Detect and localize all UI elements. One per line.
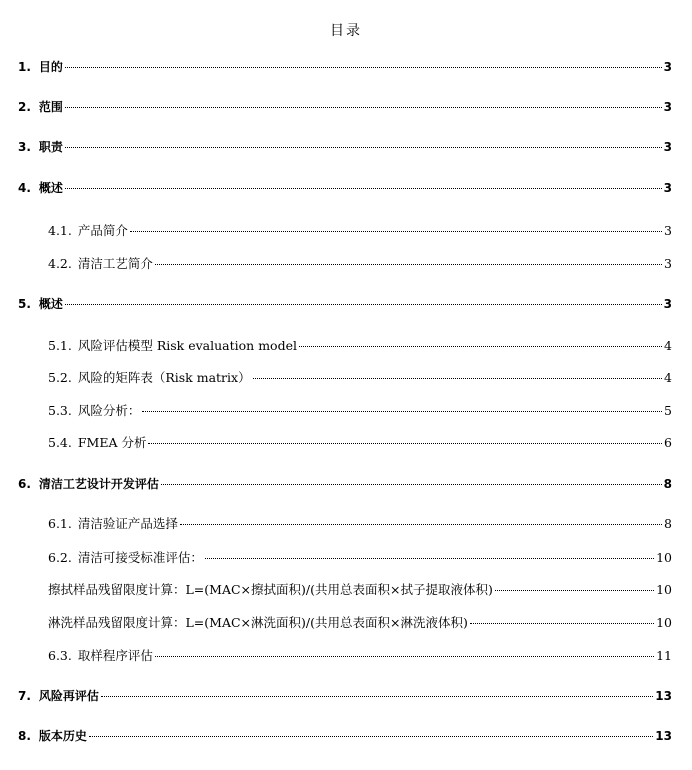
toc-dot-leader	[205, 557, 654, 559]
toc-entry-page: 3	[663, 297, 672, 311]
toc-entry-text: 产品简介	[77, 223, 128, 238]
toc-entry-text: 概述	[38, 181, 63, 195]
toc-entry-text: 风险分析：	[77, 403, 141, 418]
toc-entry-number: 1.	[18, 60, 31, 74]
toc-dot-leader	[142, 410, 662, 412]
toc-entry[interactable]	[48, 368, 672, 386]
toc-entry-page: 8	[664, 516, 672, 531]
toc-entry[interactable]	[48, 221, 672, 239]
toc-entry-number: 5.2.	[48, 370, 72, 385]
toc-entry-text: 概述	[38, 297, 63, 311]
toc-entry-text: 职责	[38, 140, 63, 154]
toc-dot-leader	[65, 146, 662, 148]
toc-dot-leader	[470, 622, 654, 624]
toc-entry[interactable]	[48, 254, 672, 272]
toc-entry-page: 5	[664, 403, 672, 418]
toc-entry[interactable]	[18, 179, 672, 196]
toc-entry-label	[48, 646, 153, 664]
toc-entry-number: 4.2.	[48, 256, 72, 271]
toc-dot-leader	[65, 106, 662, 108]
toc-entry-number: 8.	[18, 729, 31, 743]
toc-entry-page: 3	[663, 100, 672, 114]
toc-entry-label	[48, 548, 203, 566]
toc-entry[interactable]	[48, 433, 672, 451]
toc-entry-page: 3	[663, 181, 672, 195]
toc-entry-text: 风险再评估	[38, 689, 99, 703]
toc-entry-number: 2.	[18, 100, 31, 114]
toc-entry-label	[18, 295, 63, 312]
toc-entry-text: 取样程序评估	[77, 648, 153, 663]
toc-entry-label	[18, 475, 159, 492]
toc-entry-label	[48, 336, 297, 354]
toc-entry-label	[18, 58, 63, 75]
toc-dot-leader	[253, 377, 662, 379]
toc-dot-leader	[65, 303, 662, 305]
toc-entry[interactable]	[48, 548, 672, 566]
toc-entry-label	[48, 221, 128, 239]
toc-entry[interactable]	[48, 613, 672, 631]
toc-entry-text: 范围	[38, 100, 63, 114]
toc-dot-leader	[148, 442, 662, 444]
toc-entry-label	[48, 254, 153, 272]
toc-entry-label	[48, 368, 251, 386]
toc-entry-text: 擦拭样品残留限度计算：L=(MAC×擦拭面积)/(共用总表面积×拭子提取液体积)	[48, 582, 493, 597]
toc-entry-page: 11	[656, 648, 672, 663]
toc-dot-leader	[130, 230, 662, 232]
toc-entry-label	[18, 179, 63, 196]
toc-entry-number: 6.1.	[48, 516, 72, 531]
toc-entry[interactable]	[18, 475, 672, 492]
toc-dot-leader	[180, 523, 662, 525]
toc-entry-page: 13	[655, 689, 672, 703]
toc-entry-page: 4	[664, 370, 672, 385]
toc-entry-text: 风险评估模型 Risk evaluation model	[77, 338, 297, 353]
toc-entry-page: 10	[656, 550, 672, 565]
toc-dot-leader	[65, 66, 662, 68]
toc-entry-label	[18, 98, 63, 115]
toc-entry[interactable]	[18, 687, 672, 704]
toc-entry-text: 清洁可接受标准评估：	[77, 550, 203, 565]
toc-dot-leader	[155, 655, 654, 657]
toc-entry-label	[18, 687, 99, 704]
toc-entry-page: 13	[655, 729, 672, 743]
toc-dot-leader	[299, 345, 662, 347]
toc-entry-number: 5.3.	[48, 403, 72, 418]
toc-entry-page: 3	[664, 223, 672, 238]
toc-entry-label	[48, 433, 146, 451]
toc-dot-leader	[495, 589, 654, 591]
toc-title: 目录	[330, 23, 362, 39]
toc-entry-page: 6	[664, 435, 672, 450]
toc-entry[interactable]	[48, 580, 672, 598]
toc-entry-number: 5.1.	[48, 338, 72, 353]
toc-entry[interactable]	[18, 727, 672, 744]
toc-entry-number: 6.	[18, 477, 31, 491]
toc-entry-page: 8	[663, 477, 672, 491]
toc-entry-page: 3	[663, 140, 672, 154]
toc-entry-text: 清洁工艺设计开发评估	[38, 477, 159, 491]
toc-entry-page: 10	[656, 582, 672, 597]
toc-dot-leader	[65, 187, 662, 189]
toc-entry-label	[18, 138, 63, 155]
toc-entry[interactable]	[48, 401, 672, 419]
toc-entry-number: 3.	[18, 140, 31, 154]
toc-entry-label	[48, 514, 178, 532]
toc-entry[interactable]	[48, 336, 672, 354]
toc-entry-page: 4	[664, 338, 672, 353]
toc-entry-number: 5.	[18, 297, 31, 311]
toc-dot-leader	[161, 483, 662, 485]
toc-entry-label	[48, 580, 493, 598]
toc-entry-label	[48, 613, 468, 631]
toc-entry[interactable]	[18, 138, 672, 155]
toc-entry-text: 版本历史	[38, 729, 87, 743]
toc-entry-text: FMEA 分析	[77, 435, 147, 450]
toc-dot-leader	[155, 263, 662, 265]
toc-entry[interactable]	[48, 646, 672, 664]
toc-entry-label	[18, 727, 87, 744]
toc-entry-text: 目的	[38, 60, 63, 74]
toc-entry-number: 7.	[18, 689, 31, 703]
toc-dot-leader	[101, 695, 653, 697]
toc-entry-number: 6.2.	[48, 550, 72, 565]
toc-entry-number: 6.3.	[48, 648, 72, 663]
toc-entry-page: 3	[663, 60, 672, 74]
toc-entry-text: 淋洗样品残留限度计算：L=(MAC×淋洗面积)/(共用总表面积×淋洗液体积)	[48, 615, 468, 630]
toc-entry-text: 清洁工艺简介	[77, 256, 153, 271]
toc-entry[interactable]	[18, 295, 672, 312]
toc-entry[interactable]	[48, 514, 672, 532]
toc-entry-number: 4.1.	[48, 223, 72, 238]
toc-entry-page: 3	[664, 256, 672, 271]
toc-entry[interactable]	[18, 58, 672, 75]
toc-entry-number: 5.4.	[48, 435, 72, 450]
toc-entry-label	[48, 401, 140, 419]
toc-entry-text: 风险的矩阵表（Risk matrix）	[77, 370, 251, 385]
toc-entry[interactable]	[18, 98, 672, 115]
toc-entry-text: 清洁验证产品选择	[77, 516, 178, 531]
toc-entry-number: 4.	[18, 181, 31, 195]
toc-dot-leader	[89, 735, 653, 737]
toc-entry-page: 10	[656, 615, 672, 630]
